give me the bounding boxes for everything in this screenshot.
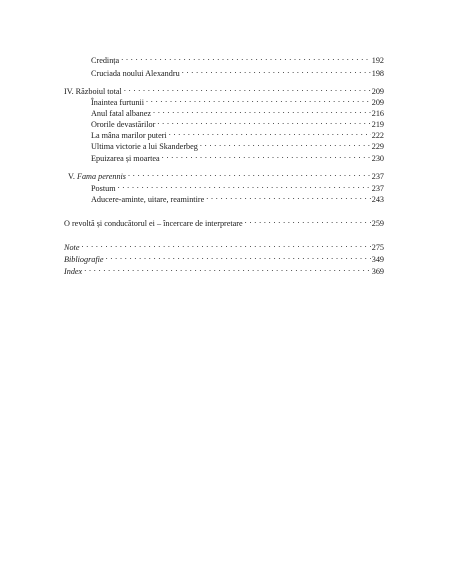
- dot-leader: [84, 264, 371, 274]
- toc-entry-label: Aducere-aminte, uitare, reamintire: [91, 195, 205, 204]
- toc-entry-label: Înaintea furtunii: [91, 98, 144, 107]
- dot-leader: [153, 106, 371, 116]
- toc-entry-page-number: 275: [371, 243, 384, 252]
- dot-leader: [121, 53, 371, 63]
- toc-entry-page-number: 219: [371, 120, 384, 129]
- dot-leader: [128, 169, 371, 179]
- toc-entry-cruciada[interactable]: [91, 66, 384, 77]
- chapter-number: V.: [68, 172, 77, 181]
- toc-entry-ultima-victorie[interactable]: [91, 139, 384, 150]
- toc-entry-index[interactable]: [64, 264, 384, 275]
- toc-entry-label: Note: [64, 243, 80, 252]
- toc-chapter-iv[interactable]: [64, 84, 384, 95]
- toc-entry-label: O revoltă și conducătorul ei – încercare de interpretare: [64, 219, 243, 228]
- toc-entry-page-number: 349: [371, 255, 384, 264]
- toc-entry-label: Epuizarea și moartea: [91, 154, 160, 163]
- toc-entry-label: Postum: [91, 184, 116, 193]
- dot-leader: [106, 252, 371, 262]
- toc-entry-page-number: 222: [371, 131, 384, 140]
- toc-entry-page-number: 209: [371, 98, 384, 107]
- toc-entry-label: Bibliografie: [64, 255, 104, 264]
- toc-entry-o-revolta[interactable]: [64, 216, 384, 227]
- dot-leader: [157, 117, 370, 127]
- toc-entry-credinta[interactable]: [91, 53, 384, 64]
- dot-leader: [118, 181, 371, 191]
- dot-leader: [206, 192, 371, 202]
- toc-entry-label: La mâna marilor puteri: [91, 131, 167, 140]
- toc-entry-page-number: 237: [371, 172, 384, 181]
- toc-entry-label: Cruciada noului Alexandru: [91, 69, 180, 78]
- toc-entry-bibliografie[interactable]: [64, 252, 384, 263]
- toc-entry-label: Anul fatal albanez: [91, 109, 152, 118]
- toc-entry-la-mana[interactable]: [91, 128, 384, 139]
- toc-entry-anul-fatal[interactable]: [91, 106, 384, 117]
- dot-leader: [169, 128, 371, 138]
- toc-entry-epuizarea[interactable]: [91, 151, 384, 162]
- toc-entry-ororile[interactable]: [91, 117, 384, 128]
- dot-leader: [245, 216, 371, 226]
- dot-leader: [124, 84, 371, 94]
- toc-entry-label: Index: [64, 267, 83, 276]
- toc-entry-aducere-aminte[interactable]: [91, 192, 384, 203]
- toc-entry-page-number: 259: [371, 219, 384, 228]
- dot-leader: [200, 139, 371, 149]
- toc-entry-page-number: 229: [371, 142, 384, 151]
- toc-entry-inaintea-furtunii[interactable]: [91, 95, 384, 106]
- toc-entry-page-number: 216: [371, 109, 384, 118]
- dot-leader: [146, 95, 371, 105]
- toc-entry-page-number: 209: [371, 87, 384, 96]
- toc-entry-label: IV. Războiul total: [64, 87, 122, 96]
- dot-leader: [182, 66, 371, 76]
- chapter-title: Fama perennis: [76, 172, 126, 181]
- toc-entry-postum[interactable]: [91, 181, 384, 192]
- toc-entry-note[interactable]: [64, 240, 384, 251]
- toc-entry-page-number: 369: [371, 267, 384, 276]
- toc-chapter-v[interactable]: [68, 169, 384, 180]
- dot-leader: [81, 240, 370, 250]
- toc-entry-label: Ultima victorie a lui Skanderbeg: [91, 142, 198, 151]
- toc-entry-page-number: 230: [371, 154, 384, 163]
- toc-entry-page-number: 198: [371, 69, 384, 78]
- dot-leader: [162, 151, 371, 161]
- toc-entry-page-number: 192: [371, 56, 384, 65]
- toc-entry-label: Ororile devastărilor: [91, 120, 156, 129]
- toc-entry-page-number: 237: [371, 184, 384, 193]
- toc-entry-label: Credința: [91, 56, 120, 65]
- toc-entry-page-number: 243: [371, 195, 384, 204]
